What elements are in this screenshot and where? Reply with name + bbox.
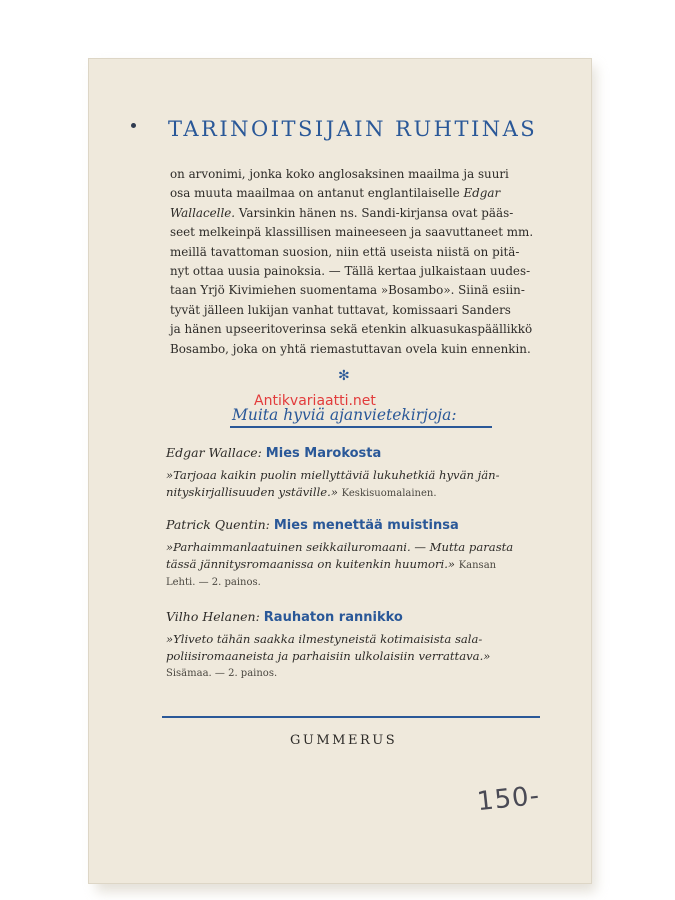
entry-source: Kansan bbox=[458, 560, 497, 571]
bullet-dot bbox=[131, 123, 136, 128]
entry-quote: »Tarjoaa kaikin puolin miellyttäviä lukuhetkiä hyvän jän- nityskirjallisuuden ystäville.» Keskisuomalainen. bbox=[166, 468, 500, 499]
blurb-line: ja hänen upseeritoverinsa sekä etenkin alkuasukaspäällikkö bbox=[170, 322, 533, 337]
description-paragraph bbox=[170, 165, 570, 359]
blurb-line: seet melkeinpä klassillisen maineeseen ja saavuttaneet mm. bbox=[170, 225, 534, 240]
entry-source: Keskisuomalainen. bbox=[341, 488, 437, 499]
cover-title: TARINOITSIJAIN RUHTINAS bbox=[168, 117, 538, 141]
author-name: Wallacelle. bbox=[170, 205, 236, 220]
publisher-name: GUMMERUS bbox=[290, 733, 398, 748]
blurb-line: osa muuta maailmaa on antanut englantilaiselle Edgar bbox=[170, 186, 501, 201]
asterism-separator: ✻ bbox=[338, 368, 350, 384]
blurb-line: tyvät jälleen lukijan vanhat tuttavat, komissaari Sanders bbox=[170, 302, 511, 317]
entry-author: Edgar Wallace: bbox=[166, 445, 262, 460]
entry-title: Rauhaton rannikko bbox=[263, 610, 403, 625]
entry-source: Lehti. — 2. painos. bbox=[166, 577, 261, 588]
book-entry-helanen bbox=[166, 609, 566, 682]
blurb-line: on arvonimi, jonka koko anglosaksinen maailma ja suuri bbox=[170, 167, 509, 181]
book-entry-quentin bbox=[166, 517, 566, 591]
watermark-link: Antikvariaatti.net bbox=[254, 393, 376, 409]
entry-title: Mies Marokosta bbox=[265, 446, 382, 461]
blurb-line: Wallacelle. Varsinkin hänen ns. Sandi-kirjansa ovat pääs- bbox=[170, 205, 514, 220]
entry-title: Mies menettää muistinsa bbox=[273, 518, 459, 533]
entry-source: Sisämaa. — 2. painos. bbox=[166, 668, 278, 679]
blurb-line: Bosambo, joka on yhtä riemastuttavan ovela kuin ennenkin. bbox=[170, 341, 531, 356]
entry-quote: »Parhaimmanlaatuinen seikkailuromaani. — Mutta parasta tässä jännitysromaanissa on kuitenkin huumori.» Kansan Lehti. — 2. painos. bbox=[166, 539, 566, 591]
entry-author: Vilho Helanen: bbox=[166, 609, 260, 624]
blurb-line: meillä tavattoman suosion, niin että useista niistä on pitä- bbox=[170, 244, 520, 259]
heading-underline bbox=[230, 426, 492, 428]
blurb-line: taan Yrjö Kivimiehen suomentama »Bosambo». Siinä esiin- bbox=[170, 283, 525, 298]
section-heading: Muita hyviä ajanvietekirjoja: bbox=[232, 406, 457, 424]
book-entry-wallace bbox=[166, 445, 566, 502]
handwritten-price: 150- bbox=[475, 780, 542, 818]
entry-author: Patrick Quentin: bbox=[166, 517, 270, 532]
author-name: Edgar bbox=[463, 186, 501, 201]
footer-rule bbox=[162, 716, 540, 718]
blurb-line: nyt ottaa uusia painoksia. — Tällä kertaa julkaistaan uudes- bbox=[170, 264, 531, 279]
entry-quote: »Yliveto tähän saakka ilmestyneistä kotimaisista sala- poliisiromaaneista ja parhaisiin ulkolaisiin verrattava.» Sisämaa. — 2. painos. bbox=[166, 631, 566, 682]
